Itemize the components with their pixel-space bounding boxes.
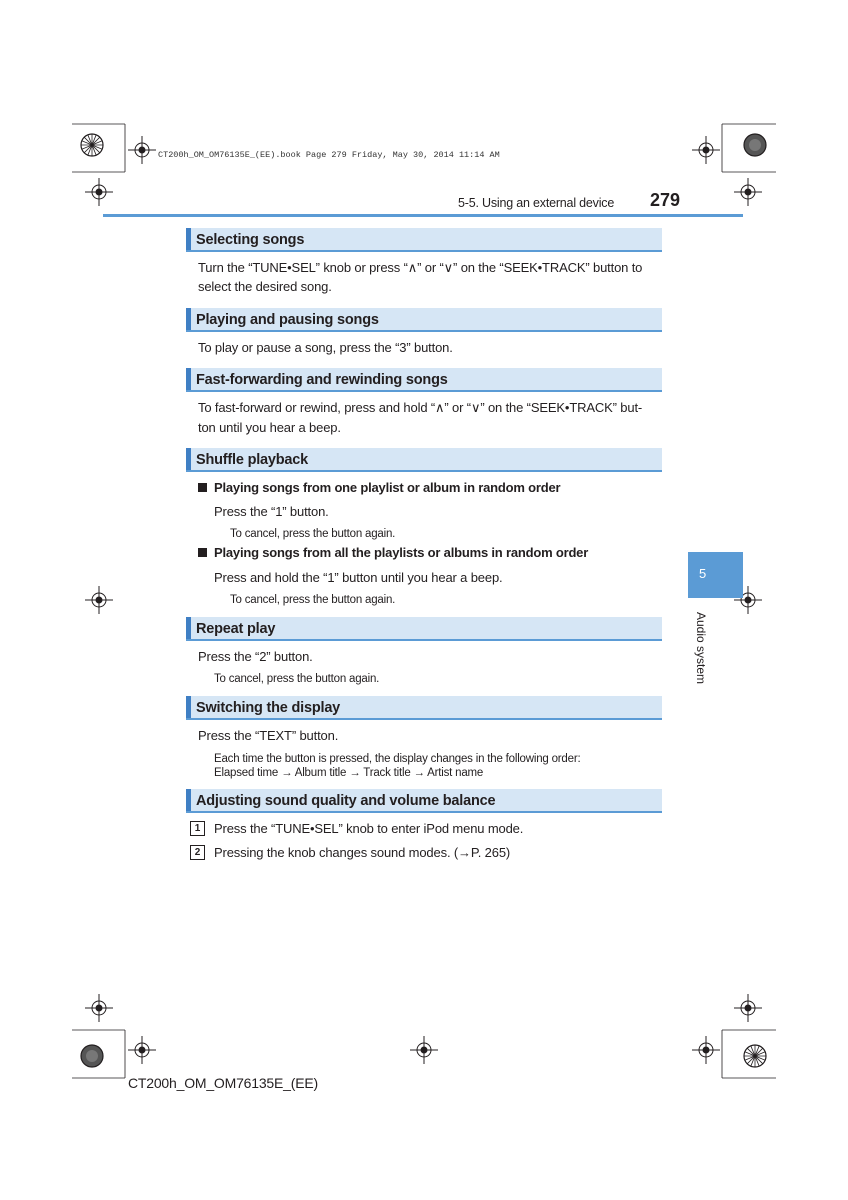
note-text: To cancel, press the button again. (214, 673, 380, 685)
body-text: ton until you hear a beep. (198, 420, 341, 435)
heading-text: Fast-forwarding and rewinding songs (196, 372, 448, 388)
heading-text: Selecting songs (196, 232, 305, 248)
heading-selecting-songs (186, 228, 662, 252)
heading-switching-display (186, 696, 662, 720)
step-text: Press the “TUNE•SEL” knob to enter iPod menu mode. (214, 821, 524, 836)
note-text: To cancel, press the button again. (230, 528, 396, 540)
body-text: To fast-forward or rewind, press and hold “∧” or “∨” on the “SEEK•TRACK” but- (198, 400, 643, 415)
heading-text: Playing and pausing songs (196, 312, 379, 328)
body-text: Press and hold the “1” button until you hear a beep. (214, 570, 503, 585)
heading-shuffle-playback (186, 448, 662, 472)
bullet-heading-text: Playing songs from all the playlists or albums in random order (214, 545, 589, 560)
step-number-box: 2 (190, 845, 205, 860)
section-heading: 5-5. Using an external device (458, 196, 615, 210)
heading-text: Shuffle playback (196, 452, 309, 468)
heading-repeat-play (186, 617, 662, 641)
chapter-tab (688, 552, 743, 598)
note-text: Elapsed time → Album title → Track title → Artist name (214, 767, 484, 779)
body-text: To play or pause a song, press the “3” button. (198, 340, 453, 355)
note-text: To cancel, press the button again. (230, 594, 396, 606)
square-bullet-icon (198, 483, 207, 492)
step-text: Pressing the knob changes sound modes. (→P. 265) (214, 845, 511, 860)
body-text: Press the “2” button. (198, 649, 313, 664)
heading-fast-forwarding (186, 368, 662, 392)
page-number: 279 (650, 190, 681, 210)
body-text: Turn the “TUNE•SEL” knob or press “∧” or “∨” on the “SEEK•TRACK” button to (198, 260, 643, 275)
body-text: select the desired song. (198, 279, 332, 294)
footer-code: CT200h_OM_OM76135E_(EE) (128, 1075, 318, 1091)
heading-text: Repeat play (196, 621, 276, 637)
bullet-heading (198, 545, 588, 560)
print-info-line: CT200h_OM_OM76135E_(EE).book Page 279 Friday, May 30, 2014 11:14 AM (158, 150, 500, 160)
heading-playing-pausing (186, 308, 662, 332)
body-text: Press the “1” button. (214, 504, 329, 519)
square-bullet-icon (198, 548, 207, 557)
body-text: Press the “TEXT” button. (198, 728, 339, 743)
chapter-title-vertical: Audio system (694, 612, 708, 685)
note-text: Each time the button is pressed, the display changes in the following order: (214, 753, 581, 765)
chapter-number: 5 (699, 566, 707, 581)
step-number-box: 1 (190, 821, 205, 836)
heading-adjusting-sound (186, 789, 662, 813)
bullet-heading (198, 480, 560, 495)
heading-text: Switching the display (196, 700, 341, 716)
bullet-heading-text: Playing songs from one playlist or album in random order (214, 480, 561, 495)
heading-text: Adjusting sound quality and volume balance (196, 793, 496, 809)
header-rule (103, 214, 743, 217)
